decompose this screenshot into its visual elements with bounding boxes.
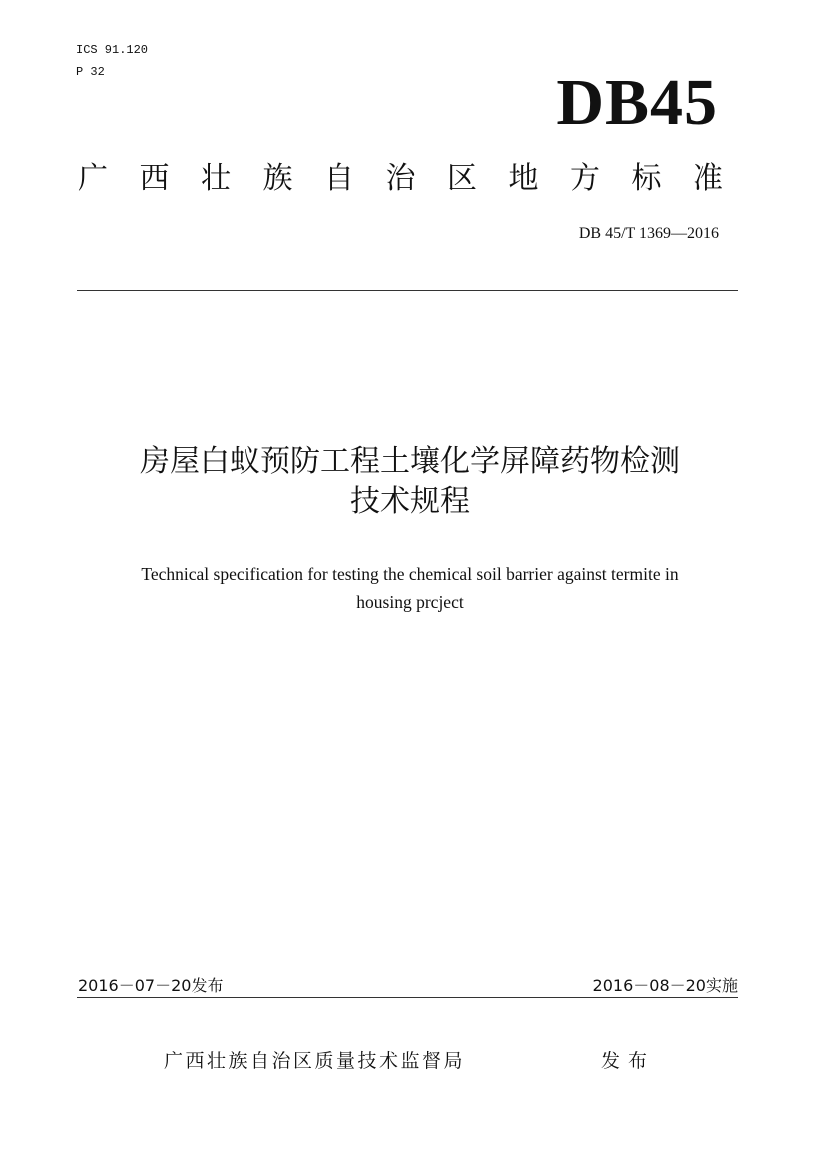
org-char: 治 <box>385 161 416 196</box>
org-char: 地 <box>508 161 539 196</box>
english-title <box>60 560 760 616</box>
english-title-line-1: Technical specification for testing the chemical soil barrier against termite in <box>141 564 679 584</box>
org-char: 广 <box>78 161 108 196</box>
org-char: 准 <box>693 161 723 196</box>
org-char: 方 <box>570 161 600 196</box>
ics-code: ICS 91.120 <box>76 43 149 57</box>
issue-label: 发布 <box>601 1050 656 1072</box>
org-char: 自 <box>324 161 354 196</box>
standard-logo: DB45 <box>556 66 718 139</box>
standard-organization <box>78 160 723 198</box>
implementation-date: 2016－08－20实施 <box>592 976 738 995</box>
org-char: 标 <box>631 161 662 196</box>
org-char: 西 <box>139 161 170 196</box>
chinese-title <box>60 442 760 522</box>
org-char: 族 <box>262 161 293 196</box>
standard-number: DB 45/T 1369—2016 <box>578 225 719 242</box>
chinese-title-line-2: 技术规程 <box>350 484 470 519</box>
chinese-title-line-1: 房屋白蚁预防工程土壤化学屏障药物检测 <box>140 444 680 479</box>
category-code: P 32 <box>76 65 105 79</box>
top-divider <box>77 290 738 291</box>
org-char: 壮 <box>201 161 231 196</box>
english-title-line-2: housing prcject <box>356 592 464 612</box>
issuing-authority: 广西壮族自治区质量技术监督局 <box>164 1050 466 1072</box>
org-char: 区 <box>447 161 477 196</box>
issue-date: 2016－07－20发布 <box>78 976 224 995</box>
bottom-divider <box>77 997 738 998</box>
